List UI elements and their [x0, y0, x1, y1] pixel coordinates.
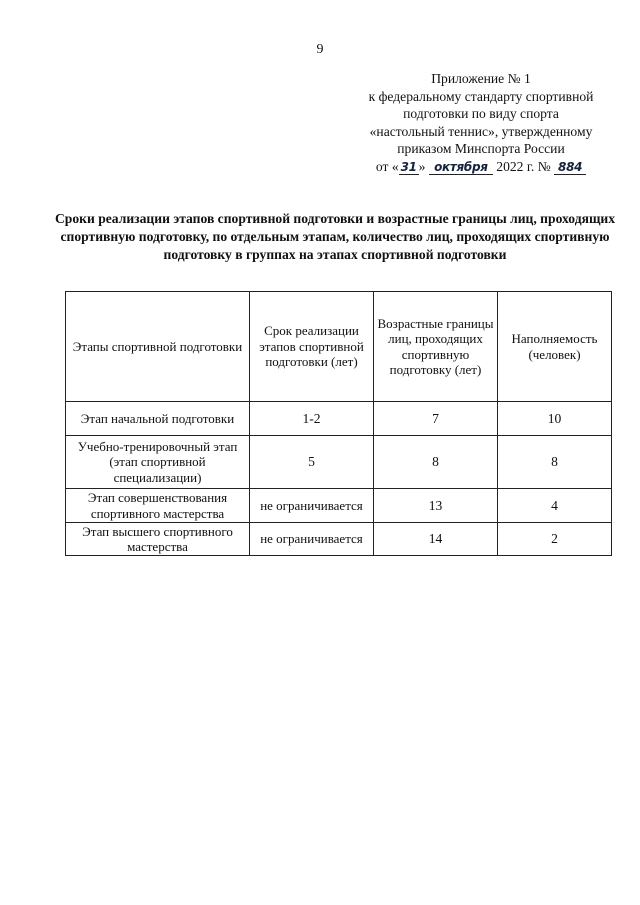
stage-group-size: 10: [498, 402, 612, 436]
stage-name: Этап начальной подготовки: [66, 402, 250, 436]
stage-age: 7: [374, 402, 498, 436]
table-row: [66, 402, 612, 436]
stage-group-size: 2: [498, 523, 612, 556]
header-age-limits: Возрастные границы лиц, проходящих спортивную подготовку (лет): [374, 292, 498, 402]
stages-table: [65, 291, 612, 556]
appendix-line-2: к федеральному стандарту спортивной: [368, 88, 594, 104]
table-row: [66, 436, 612, 489]
stage-age: 14: [374, 523, 498, 556]
appendix-order-line: [340, 158, 622, 176]
stage-duration: не ограничивается: [250, 489, 374, 523]
appendix-line-3: подготовки по виду спорта: [403, 106, 559, 122]
stage-age: 8: [374, 436, 498, 489]
document-title: Сроки реализации этапов спортивной подготовки и возрастные границы лиц, проходящих спортивную подготовку, по отдельным этапам, количество лиц, проходящих спортивную подготовку в группах на этапах спортивной подготовки: [54, 211, 616, 262]
stage-duration: 1-2: [250, 402, 374, 436]
order-from-label: от «: [375, 158, 399, 174]
appendix-line-4: «настольный теннис», утвержденному: [369, 123, 593, 139]
header-duration: Срок реализации этапов спортивной подготовки (лет): [250, 292, 374, 402]
stage-group-size: 8: [498, 436, 612, 489]
stage-duration: 5: [250, 436, 374, 489]
table-row: [66, 523, 612, 556]
header-group-size: Наполняемость (человек): [498, 292, 612, 402]
order-month: октября: [429, 160, 493, 175]
order-day: 31: [400, 159, 417, 174]
stage-group-size: 4: [498, 489, 612, 523]
appendix-line-1: Приложение № 1: [431, 71, 531, 86]
appendix-block: [340, 70, 622, 176]
table-header-row: [66, 292, 612, 402]
stage-name: Этап совершенствования спортивного мастерства: [66, 489, 250, 523]
stage-name: Этап высшего спортивного мастерства: [66, 523, 250, 556]
order-number: 884: [554, 160, 586, 175]
order-quote-close: »: [418, 158, 426, 174]
header-stages: Этапы спортивной подготовки: [66, 292, 250, 402]
stage-name: Учебно-тренировочный этап (этап спортивной специализации): [66, 436, 250, 489]
page-number: 9: [316, 42, 324, 57]
appendix-line-5: приказом Минспорта России: [397, 141, 565, 157]
stage-age: 13: [374, 489, 498, 523]
table-row: [66, 489, 612, 523]
order-year-label: 2022 г. №: [496, 158, 551, 174]
stage-duration: не ограничивается: [250, 523, 374, 556]
